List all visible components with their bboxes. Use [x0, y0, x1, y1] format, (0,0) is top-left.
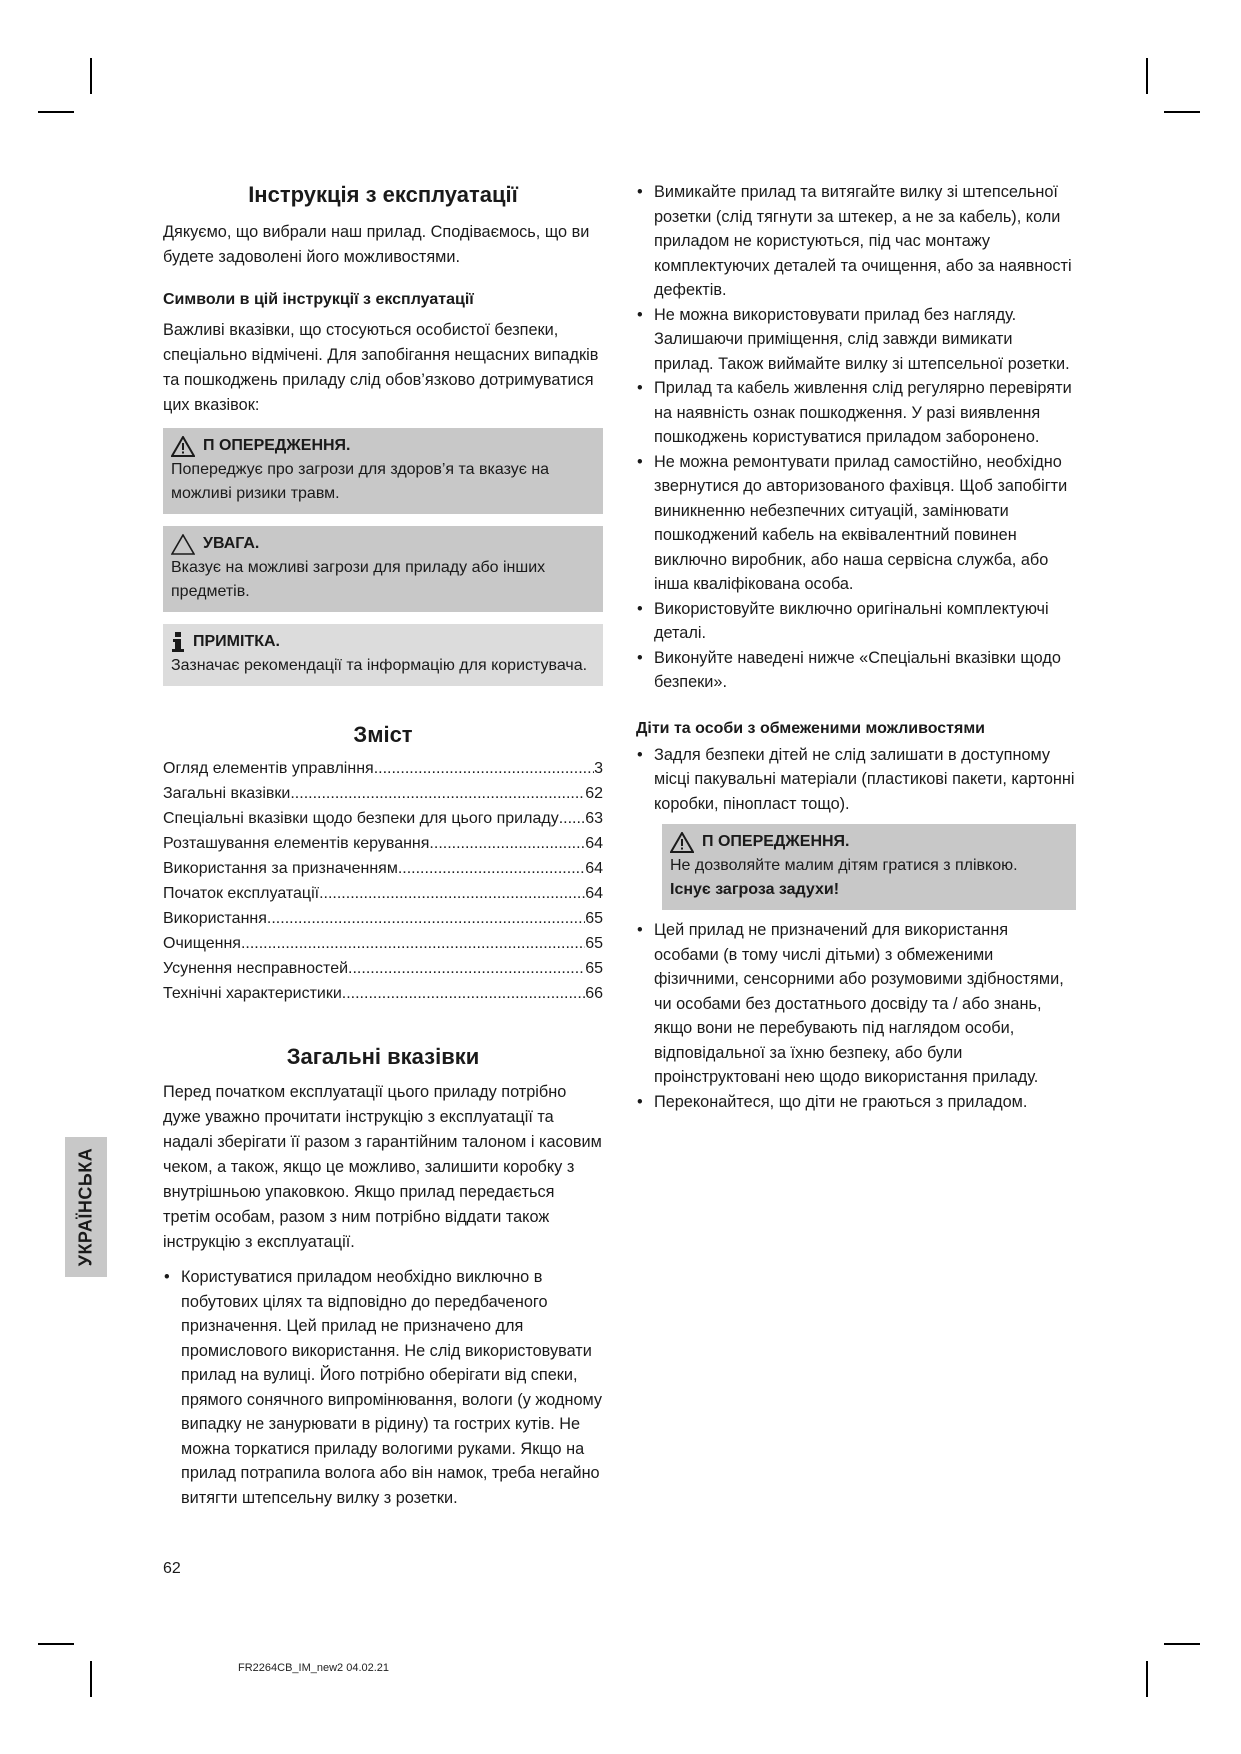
toc-entry-title: Використання	[163, 910, 267, 927]
bullet-mark: •	[637, 921, 643, 939]
children-bullet-list	[636, 743, 1076, 817]
toc-entry-page: 64	[585, 835, 603, 852]
crop-mark	[1164, 1643, 1200, 1645]
note-label-text: ПРИМІТКА.	[193, 633, 280, 650]
toc-leader-dots	[241, 931, 585, 956]
language-side-tab	[65, 1137, 107, 1277]
bullet-mark: •	[637, 648, 643, 667]
bullet-mark: •	[637, 452, 643, 471]
general-bullet-list	[163, 1265, 603, 1510]
bullet-mark: •	[637, 379, 643, 397]
table-of-contents	[163, 756, 603, 1006]
toc-entry-title: Використання за призначенням	[163, 860, 398, 877]
toc-entry	[163, 931, 603, 956]
toc-entry-page: 64	[585, 885, 603, 902]
caution-label	[171, 532, 595, 556]
toc-entry-title: Загальні вказівки	[163, 785, 291, 802]
list-item-text: Прилад та кабель живлення слід регулярно перевіряти на наявність ознак пошкодження. У разі виявлення пошкоджень користуватися приладом заборонено.	[654, 379, 1072, 446]
list-item-text: Цей прилад не призначений для використання особами (в тому числі дітьми) з обмеженими фізичними, сенсорними або розумовими здібностями, чи особами без достатнього досвіду та / або знань, якщо вони не перебувають під наглядом особи, відповідальної за їхню безпеку, або були проінструктовані нею щодо використання приладу.	[654, 921, 1064, 1086]
toc-entry	[163, 756, 603, 781]
toc-title: Зміст	[353, 722, 413, 747]
left-column	[163, 182, 603, 1510]
bullet-mark: •	[637, 1092, 643, 1111]
bullet-mark: •	[637, 183, 643, 201]
toc-leader-dots	[342, 981, 585, 1006]
list-item	[163, 1265, 603, 1510]
warning-triangle-icon	[670, 832, 694, 853]
crop-mark	[1146, 58, 1148, 94]
toc-leader-dots	[267, 906, 585, 931]
symbols-heading: Символи в цій інструкції з експлуатації	[163, 291, 474, 308]
warning2-bold-text: Існує загроза задухи!	[670, 881, 840, 898]
warning-label-text: П ОПЕРЕДЖЕННЯ.	[203, 437, 351, 454]
toc-entry	[163, 981, 603, 1006]
warning-triangle-icon	[171, 436, 195, 457]
list-item-text: Користуватися приладом необхідно виключно в побутових цілях та відповідно до передбаченого призначення. Цей прилад не призначено для промислового використання. Не слід використовувати прилад на вулиці. Його потрібно оберігати від спеки, прямого сонячного випромінювання, вологи (у жодному випадку не занурювати в рідину) та гострих кутів. Не можна торкатися приладу вологими руками. Якщо на прилад потрапила волога або він намок, треба негайно витягти штепсельну вилку з розетки.	[181, 1268, 603, 1507]
toc-entry-title: Розташування елементів керування	[163, 835, 430, 852]
note-box	[163, 624, 603, 686]
crop-mark	[38, 1643, 74, 1645]
list-item-text: Не можна використовувати прилад без нагляду. Залишаючи приміщення, слід завжди вимикати прилад. Також виймайте вилку зі штепсельної розетки.	[654, 305, 1070, 373]
toc-entry-title: Огляд елементів управління	[163, 760, 374, 777]
toc-entry	[163, 831, 603, 856]
caution-box	[163, 526, 603, 612]
warning-box	[163, 428, 603, 514]
symbols-text: Важливі вказівки, що стосуються особистої безпеки, спеціально відмічені. Для запобігання нещасних випадків та пошкоджень приладу слід обов’язково дотримуватися цих вказівок:	[163, 321, 599, 414]
toc-entry	[163, 856, 603, 881]
bullet-mark: •	[637, 745, 643, 764]
children-heading: Діти та особи з обмеженими можливостями	[636, 719, 986, 737]
toc-entry	[163, 956, 603, 981]
more-bullet-list	[636, 918, 1076, 1114]
language-label: УКРАЇНСЬКА	[75, 1147, 96, 1267]
list-item-text: Виконуйте наведені нижче «Спеціальні вказівки щодо безпеки».	[654, 648, 1061, 691]
warning-box-children	[662, 824, 1076, 910]
list-item	[636, 1090, 1076, 1115]
page-number: 62	[163, 1560, 181, 1577]
intro-text: Дякуємо, що вибрали наш прилад. Сподіваємось, що ви будете задоволені його можливостями.	[163, 223, 590, 266]
list-item-text: Не можна ремонтувати прилад самостійно, необхідно звернутися до авторизованого фахівця. Щоб запобігти виникненню небезпечних ситуацій, замінювати пошкоджений кабель на еквівалентний повинен виключно виробник, або наша сервісна служба, або інша кваліфікована особа.	[654, 452, 1068, 593]
list-item	[636, 450, 1076, 597]
list-item	[636, 743, 1076, 817]
toc-entry	[163, 781, 603, 806]
toc-leader-dots	[398, 856, 585, 881]
info-icon	[171, 632, 185, 652]
toc-entry-page: 65	[585, 960, 603, 977]
toc-entry-page: 3	[594, 760, 603, 777]
warning-label	[171, 434, 595, 458]
warning2-text: Не дозволяйте малим дітям гратися з плівкою.	[670, 857, 1018, 874]
toc-entry	[163, 806, 603, 831]
bullet-mark: •	[637, 599, 643, 618]
crop-mark	[38, 111, 74, 113]
list-item-text: Використовуйте виключно оригінальні комплектуючі деталі.	[654, 599, 1049, 642]
toc-entry-title: Усунення несправностей	[163, 960, 349, 977]
toc-entry	[163, 906, 603, 931]
warning2-label	[670, 830, 1068, 854]
toc-entry-page: 63	[585, 810, 603, 827]
list-item-text: Задля безпеки дітей не слід залишати в доступному місці пакувальні матеріали (пластикові пакети, картонні коробки, пінопласт тощо).	[654, 745, 1075, 813]
footer-text: FR2264CB_IM_new2 04.02.21	[238, 1662, 390, 1674]
toc-leader-dots	[319, 881, 585, 906]
list-item	[636, 597, 1076, 646]
warning2-label-text: П ОПЕРЕДЖЕННЯ.	[702, 833, 850, 850]
bullet-mark: •	[637, 305, 643, 324]
list-item	[636, 303, 1076, 377]
toc-leader-dots	[429, 831, 585, 856]
crop-mark	[90, 1661, 92, 1697]
general-title: Загальні вказівки	[286, 1044, 480, 1069]
caution-label-text: УВАГА.	[203, 535, 260, 552]
list-item-text: Переконайтеся, що діти не граються з приладом.	[654, 1092, 1028, 1111]
toc-leader-dots	[290, 781, 585, 806]
caution-text: Вказує на можливі загрози для приладу або інших предметів.	[171, 559, 546, 600]
toc-leader-dots	[559, 806, 586, 831]
toc-entry-page: 64	[585, 860, 603, 877]
caution-triangle-icon	[171, 534, 195, 555]
list-item	[636, 180, 1076, 303]
toc-entry-page: 62	[585, 785, 603, 802]
list-item-text: Вимикайте прилад та витягайте вилку зі штепсельної розетки (слід тягнути за штекер, а не за кабель), коли приладом не користуються, під час монтажу комплектуючих деталей та очищення, або за наявності дефектів.	[654, 183, 1072, 299]
toc-entry-title: Початок експлуатації	[163, 885, 320, 902]
list-item	[636, 918, 1076, 1090]
toc-entry	[163, 881, 603, 906]
list-item	[636, 646, 1076, 695]
crop-mark	[1164, 111, 1200, 113]
note-text: Зазначає рекомендації та інформацію для користувача.	[171, 657, 588, 674]
toc-entry-title: Технічні характеристики	[163, 985, 342, 1002]
toc-leader-dots	[348, 956, 585, 981]
right-column	[636, 180, 1076, 1114]
manual-title: Інструкція з експлуатації	[248, 182, 518, 207]
toc-entry-page: 65	[585, 935, 603, 952]
toc-entry-title: Очищення	[163, 935, 241, 952]
crop-mark	[1146, 1661, 1148, 1697]
toc-entry-title: Спеціальні вказівки щодо безпеки для цього приладу	[163, 810, 559, 827]
warning-text: Попереджує про загрози для здоров’я та вказує на можливі ризики травм.	[171, 461, 550, 502]
toc-leader-dots	[374, 756, 594, 781]
general-text: Перед початком експлуатації цього приладу потрібно дуже уважно прочитати інструкцію з експлуатації та надалі зберігати її разом з гарантійним талоном і касовим чеком, а також, якщо це можливо, залишити коробку з внутрішньою упаковкою. Якщо прилад передається третім особам, разом з ним потрібно віддати також інструкцію з експлуатації.	[163, 1083, 602, 1251]
note-label	[171, 630, 595, 654]
toc-entry-page: 65	[585, 910, 603, 927]
toc-entry-page: 66	[585, 985, 603, 1002]
safety-bullet-list	[636, 180, 1076, 695]
bullet-mark: •	[164, 1268, 170, 1286]
list-item	[636, 376, 1076, 450]
crop-mark	[90, 58, 92, 94]
